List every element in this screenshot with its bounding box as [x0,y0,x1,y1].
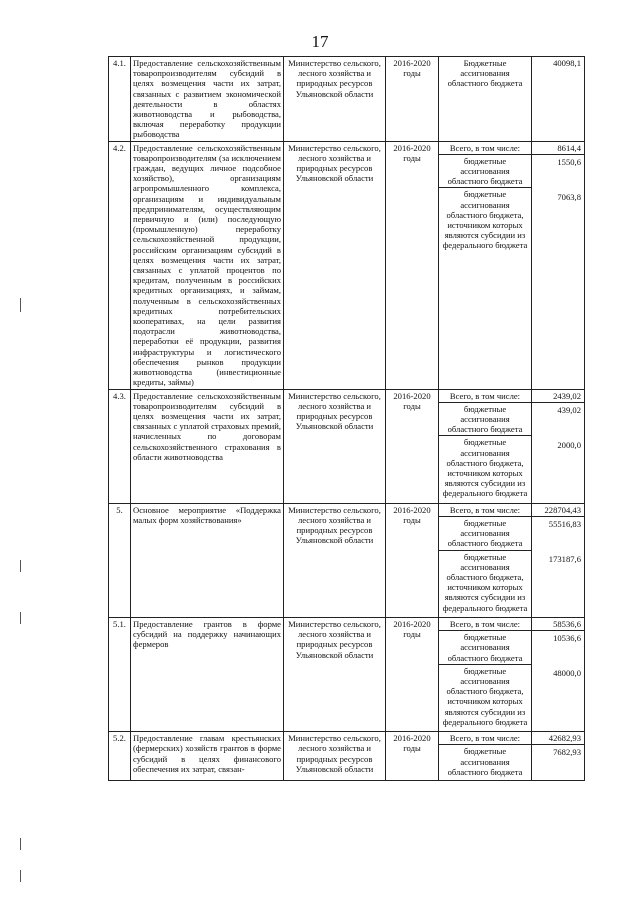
financing-amount-cell [532,617,585,731]
financing-source-cell [439,617,532,731]
financing-amount: 40098,1 [553,58,581,68]
period-cell: 2016-2020 годы [386,389,439,503]
financing-source: Всего, в том числе: [449,733,521,744]
financing-source: бюджетные ассигнования областного бюджета, источником которых являются субсидии из федерального бюджета [439,550,531,614]
row-number-cell: 5.1. [109,617,131,731]
financing-amount: 1550,6 [557,156,581,167]
financing-amount: 58536,6 [532,618,584,631]
financing-amount-cell [532,141,585,389]
financing-amount: 2439,02 [532,390,584,403]
program-table [108,56,585,781]
row-number-cell: 5.2. [109,732,131,781]
scan-mark [20,870,21,882]
period-cell: 2016-2020 годы [386,141,439,389]
financing-source: Всего, в том числе: [449,142,521,153]
activity-name-cell: Предоставление главам крестьянских (фермерских) хозяйств грантов в форме субсидий в целях финансового обеспечения их затрат, связан- [131,732,284,781]
financing-amount: 173187,6 [548,553,581,564]
financing-source-cell [439,732,532,781]
table-row [109,617,585,731]
financing-source: Всего, в том числе: [449,618,521,629]
period-cell: 2016-2020 годы [386,617,439,731]
scan-mark [20,560,21,572]
financing-amount-cell [532,57,585,142]
activity-name-cell: Предоставление сельскохозяйственным товаропроизводителям субсидий в целях возмещения части их затрат, связанных с уплатой страховых премий, начисленных по договорам сельскохозяйственного страхования в области животноводства [131,389,284,503]
period-cell: 2016-2020 годы [386,503,439,617]
financing-source: бюджетные ассигнования областного бюджета [439,516,531,550]
financing-amount: 10536,6 [553,633,581,644]
financing-source-cell [439,503,532,617]
table-row [109,141,585,389]
financing-amount: 8614,4 [532,142,584,155]
financing-source: бюджетные ассигнования областного бюджета, источником которых являются субсидии из федерального бюджета [439,187,531,251]
financing-amount: 55516,83 [548,518,581,529]
financing-source: бюджетные ассигнования областного бюджета [439,402,531,436]
executor-cell: Министерство сельского, лесного хозяйства и природных ресурсов Ульяновской области [284,141,386,389]
financing-amount: 228704,43 [532,504,584,517]
financing-source: бюджетные ассигнования областного бюджета [439,744,531,778]
table-row [109,503,585,617]
table-row [109,732,585,781]
period-cell: 2016-2020 годы [386,732,439,781]
scan-mark [20,612,21,624]
financing-source: бюджетные ассигнования областного бюджета [439,154,531,188]
scan-mark [20,838,21,850]
financing-amount: 42682,93 [532,732,584,745]
financing-source-cell [439,389,532,503]
financing-amount: 7063,8 [557,191,581,202]
activity-name-cell: Предоставление сельскохозяйственным товаропроизводителям (за исключением граждан, ведущих личное подсобное хозяйство), организациям агропромышленного комплекса, организациям и индивидуальным предпринимателям, осуществляющим первичную и (или) последующую (промышленную) переработку сельскохозяйственной продукции, российским организациям субсидий в целях возмещения части их затрат, связанных с уплатой процентов по кредитам, полученным в российских кредитных организациях, и займам, полученным в сельскохозяйственных кредитных потребительских кооперативах, на цели развития подотрасли животноводства, переработки её продукции, развития инфраструктуры и логистического обеспечения рынков продукции животноводства (инвестиционные кредиты, займы) [131,141,284,389]
financing-source: Бюджетные ассигнования областного бюджета [447,58,523,89]
financing-source: бюджетные ассигнования областного бюджета, источником которых являются субсидии из федерального бюджета [439,664,531,728]
program-table-body [109,57,585,781]
table-row [109,389,585,503]
row-number-cell: 4.3. [109,389,131,503]
financing-amount: 2000,0 [557,439,581,450]
financing-source: Всего, в том числе: [449,504,521,515]
executor-cell: Министерство сельского, лесного хозяйства и природных ресурсов Ульяновской области [284,57,386,142]
activity-name-cell: Предоставление грантов в форме субсидий на поддержку начинающих фермеров [131,617,284,731]
scan-mark [20,298,21,312]
financing-amount: 48000,0 [553,668,581,679]
row-number-cell: 4.2. [109,141,131,389]
page-number: 17 [311,32,329,51]
executor-cell: Министерство сельского, лесного хозяйства и природных ресурсов Ульяновской области [284,617,386,731]
financing-amount-cell [532,389,585,503]
financing-source: бюджетные ассигнования областного бюджета [439,630,531,664]
financing-amount: 7682,93 [553,747,581,758]
executor-cell: Министерство сельского, лесного хозяйства и природных ресурсов Ульяновской области [284,732,386,781]
row-number-cell: 4.1. [109,57,131,142]
financing-amount-cell [532,732,585,781]
financing-amount-cell [532,503,585,617]
financing-source: Всего, в том числе: [449,390,521,401]
activity-name-cell: Основное мероприятие «Поддержка малых форм хозяйствования» [131,503,284,617]
period-cell: 2016-2020 годы [386,57,439,142]
financing-source-cell [439,141,532,389]
financing-source-cell [439,57,532,142]
financing-source: бюджетные ассигнования областного бюджета, источником которых являются субсидии из федерального бюджета [439,435,531,499]
activity-name-cell: Предоставление сельскохозяйственным товаропроизводителям субсидий в целях возмещения части их затрат, связанных с развитием экономической деятельности в областях животноводства и рыбоводства, включая переработку продукции рыбоводства [131,57,284,142]
executor-cell: Министерство сельского, лесного хозяйства и природных ресурсов Ульяновской области [284,389,386,503]
table-row [109,57,585,142]
row-number-cell: 5. [109,503,131,617]
executor-cell: Министерство сельского, лесного хозяйства и природных ресурсов Ульяновской области [284,503,386,617]
financing-amount: 439,02 [557,404,581,415]
